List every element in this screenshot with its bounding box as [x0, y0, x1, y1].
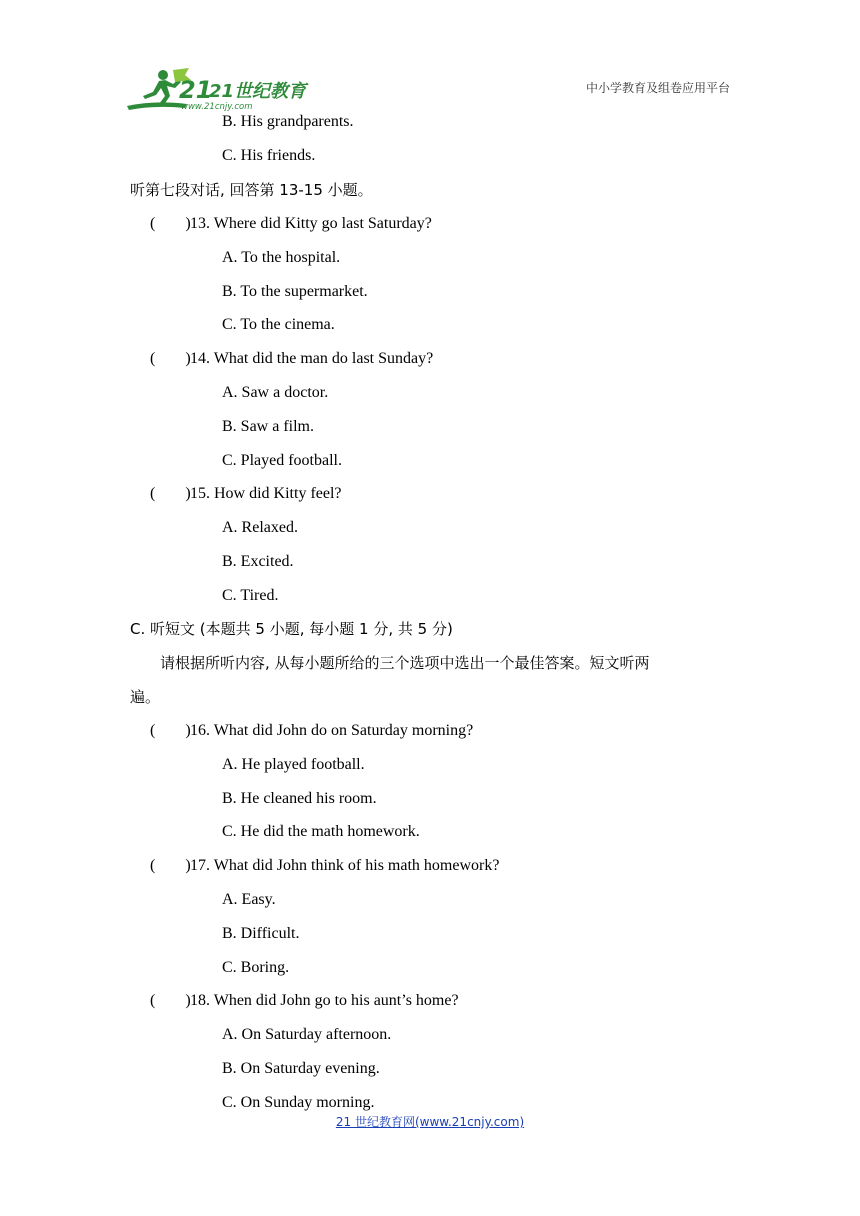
option-b-15: B. Excited. — [222, 553, 294, 570]
option-a-18: A. On Saturday afternoon. — [222, 1026, 392, 1043]
question-16: 16. What did John do on Saturday morning? — [190, 722, 474, 739]
question-15: 15. How did Kitty feel? — [190, 485, 342, 502]
answer-blank-17[interactable]: ( ) — [150, 857, 191, 874]
section-c-instruction-cont: 遍。 — [130, 688, 161, 706]
svg-text:21: 21 — [179, 76, 213, 104]
option-b-17: B. Difficult. — [222, 925, 300, 942]
option-a-15: A. Relaxed. — [222, 519, 298, 536]
footer-site-link[interactable]: 21 世纪教育网(www.21cnjy.com) — [335, 1115, 525, 1129]
answer-blank-16[interactable]: ( ) — [150, 722, 191, 739]
question-13: 13. Where did Kitty go last Saturday? — [190, 215, 432, 232]
question-17: 17. What did John think of his math homework? — [190, 857, 500, 874]
svg-text:www.21cnjy.com: www.21cnjy.com — [181, 102, 253, 112]
runner-logo-icon — [125, 66, 307, 112]
question-14: 14. What did the man do last Sunday? — [190, 350, 434, 367]
section-c-heading: C. 听短文 (本题共 5 小题, 每小题 1 分, 共 5 分) — [130, 620, 453, 638]
option-a-13: A. To the hospital. — [222, 249, 341, 266]
option-b-14: B. Saw a film. — [222, 418, 314, 435]
answer-blank-14[interactable]: ( ) — [150, 350, 191, 367]
svg-text:21世纪教育: 21世纪教育 — [209, 81, 307, 102]
option-c-14: C. Played football. — [222, 452, 342, 469]
section-instruction-dialogue-7: 听第七段对话, 回答第 13-15 小题。 — [130, 181, 373, 199]
answer-blank-15[interactable]: ( ) — [150, 485, 191, 502]
option-a-16: A. He played football. — [222, 756, 365, 773]
site-logo — [125, 66, 307, 112]
question-18: 18. When did John go to his aunt’s home? — [190, 992, 459, 1009]
option-b-12: B. His grandparents. — [222, 113, 354, 130]
platform-name: 中小学教育及组卷应用平台 — [585, 81, 730, 95]
answer-blank-13[interactable]: ( ) — [150, 215, 191, 232]
option-c-15: C. Tired. — [222, 587, 279, 604]
option-c-17: C. Boring. — [222, 959, 290, 976]
answer-blank-18[interactable]: ( ) — [150, 992, 191, 1009]
option-c-12: C. His friends. — [222, 147, 316, 164]
option-c-18: C. On Sunday morning. — [222, 1094, 375, 1111]
option-a-14: A. Saw a doctor. — [222, 384, 329, 401]
option-a-17: A. Easy. — [222, 891, 276, 908]
option-c-16: C. He did the math homework. — [222, 823, 420, 840]
option-c-13: C. To the cinema. — [222, 316, 335, 333]
section-c-instruction: 请根据所听内容, 从每小题所给的三个选项中选出一个最佳答案。短文听两 — [160, 654, 650, 672]
option-b-13: B. To the supermarket. — [222, 283, 368, 300]
option-b-16: B. He cleaned his room. — [222, 790, 377, 807]
option-b-18: B. On Saturday evening. — [222, 1060, 380, 1077]
